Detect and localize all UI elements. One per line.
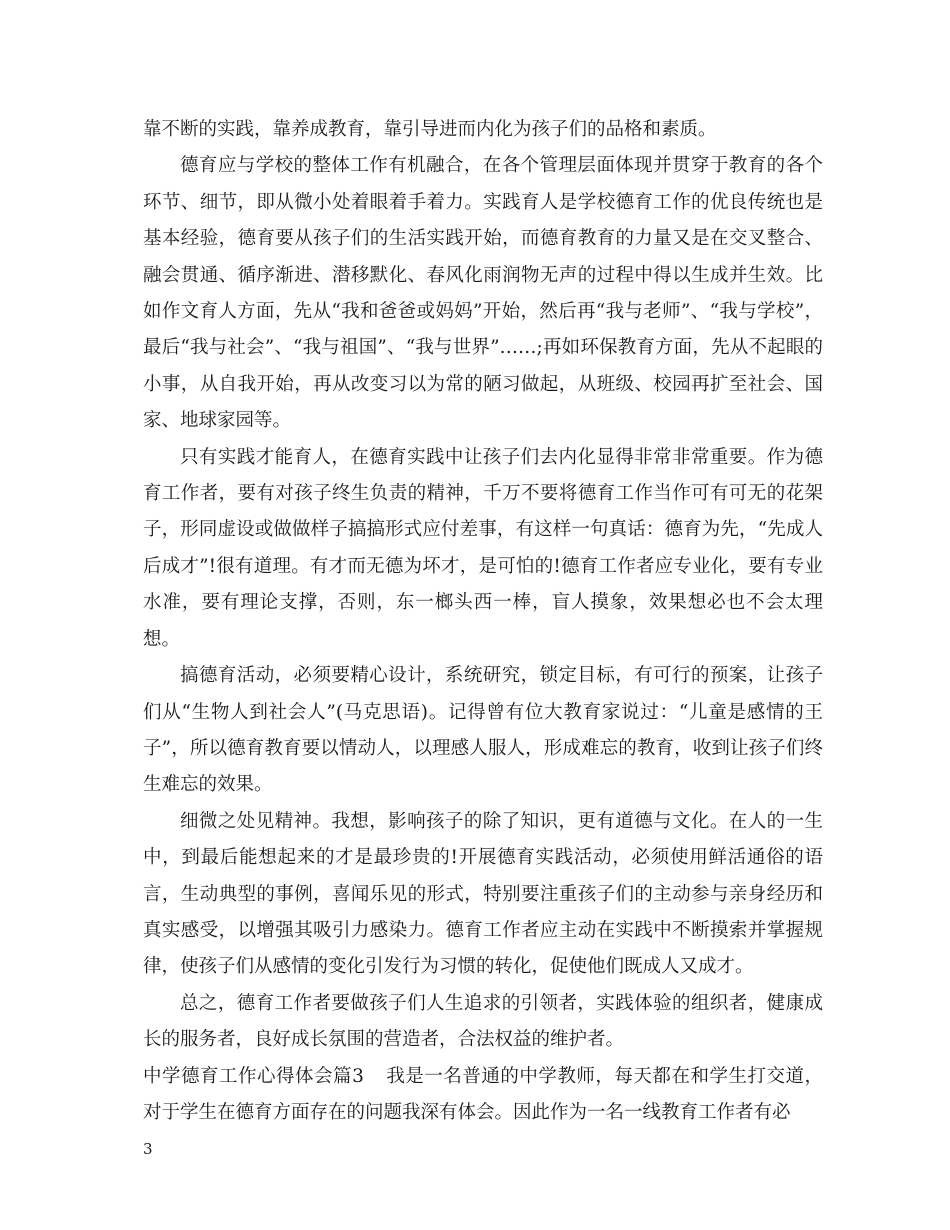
paragraph-continuation: 靠不断的实践，靠养成教育，靠引导进而内化为孩子们的品格和素质。: [143, 119, 717, 140]
page-number: 3: [143, 1140, 153, 1158]
document-body: [143, 112, 823, 1131]
section-heading: 中学德育工作心得体会篇3: [143, 1065, 364, 1087]
paragraph-practice-educates: 只有实践才能育人，在德育实践中让孩子们去内化显得非常非常重要。作为德育工作者，要有对孩子终生负责的精神，千万不要将德育工作当作可有可无的花架子，形同虚设或做做样子搞搞形式应付差事，有这样一句真话：德育为先，“先成人后成才”!很有道理。有才而无德为坏才，是可怕的!德育工作者应专业化，要有专业水准，要有理论支撑，否则，东一榔头西一棒，盲人摸象，效果想必也不会太理想。: [143, 446, 823, 650]
paragraph-moral-education-integration: 德育应与学校的整体工作有机融合，在各个管理层面体现并贯穿于教育的各个环节、细节，即从微小处着眼着手着力。实践育人是学校德育工作的优良传统也是基本经验，德育要从孩子们的生活实践开始，而德育教育的力量又是在交叉整合、融会贯通、循序渐进、潜移默化、春风化雨润物无声的过程中得以生成并生效。比如作文育人方面，先从“我和爸爸或妈妈”开始，然后再“我与老师”、“我与学校”，最后“我与社会”、“我与祖国”、“我与世界”……;再如环保教育方面，先从不起眼的小事，从自我开始，再从改变习以为常的陋习做起，从班级、校园再扩至社会、国家、地球家园等。: [143, 155, 823, 432]
paragraph-details-spirit: 细微之处见精神。我想，影响孩子的除了知识，更有道德与文化。在人的一生中，到最后能想起来的才是最珍贵的!开展德育实践活动，必须使用鲜活通俗的语言，生动典型的事例，喜闻乐见的形式，特别要注重孩子们的主动参与亲身经历和真实感受，以增强其吸引力感染力。德育工作者应主动在实践中不断摸索并掌握规律，使孩子们从感情的变化引发行为习惯的转化，促使他们既成人又成才。: [143, 810, 823, 978]
section-text: 我是一名普通的中学教师，每天都在和学生打交道，对于学生在德育方面存在的问题我深有体会。因此作为一名一线教育工作者有必: [143, 1065, 823, 1123]
paragraph-activity-design: 搞德育活动，必须要精心设计，系统研究，锁定目标，有可行的预案，让孩子们从“生物人到社会人”(马克思语)。记得曾有位大教育家说过：“儿童是感情的王子”，所以德育教育要以情动人，以理感人服人，形成难忘的教育，收到让孩子们终生难忘的效果。: [143, 665, 823, 796]
section-three-paragraph: [143, 1059, 823, 1132]
paragraph-conclusion: 总之，德育工作者要做孩子们人生追求的引领者，实践体验的组织者，健康成长的服务者，良好成长氛围的营造者，合法权益的维护者。: [143, 992, 823, 1051]
